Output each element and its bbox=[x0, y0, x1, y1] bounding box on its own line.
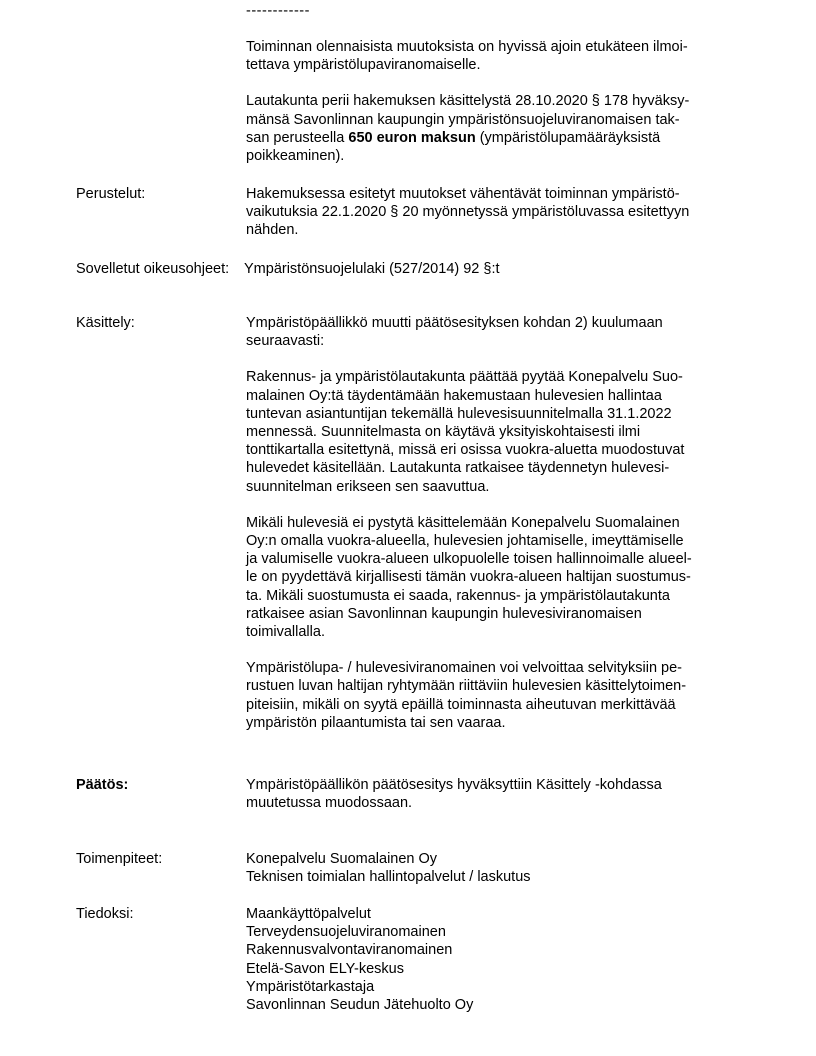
kasittely-paragraph-1: Ympäristöpäällikkö muutti päätösesityksen kohdan 2) kuulumaan seuraavasti: bbox=[246, 315, 663, 350]
list-item: Teknisen toimialan hallintopalvelut / laskutus bbox=[246, 869, 531, 886]
tiedoksi-list bbox=[246, 905, 746, 1014]
oikeusohjeet-label: Sovelletut oikeusohjeet: bbox=[76, 261, 230, 277]
list-item: Rakennusvalvontaviranomainen bbox=[246, 942, 453, 959]
tiedoksi-label: Tiedoksi: bbox=[76, 906, 134, 922]
list-item: Ympäristötarkastaja bbox=[246, 978, 375, 995]
kasittely-paragraph-2: Rakennus- ja ympäristölautakunta päättää pyytää Konepalvelu Suo- malainen Oy:tä täydentämään hakemustaan hulevesien hallintaa tuntevan asiantuntijan tekemällä hulevesisuunnitelmalla 31.1.2022 mennessä. Suunnitelmasta on käytävä yksityiskohtaisesti ilmi tonttikartalla esitettynä, missä eri osissa vuokra-aluetta muodostuvat hulevedet käsitellään. Lautakunta ratkaisee täydennetyn hulevesi- suunnitelman erikseen sen saavuttua. bbox=[246, 369, 685, 495]
toimenpiteet-label: Toimenpiteet: bbox=[76, 851, 163, 867]
paatos-body bbox=[246, 776, 746, 812]
list-item: Terveydensuojeluviranomainen bbox=[246, 924, 446, 941]
perustelut-text: Hakemuksessa esitetyt muutokset vähentävät toiminnan ympäristö- vaikutuksia 22.1.2020 § 20 myönnetyssä ympäristöluvassa esitettyyn nähden. bbox=[246, 186, 690, 239]
intro-body bbox=[246, 38, 746, 165]
perustelut-body bbox=[246, 185, 746, 240]
list-item: Etelä-Savon ELY-keskus bbox=[246, 960, 404, 977]
fee-text-after: (ympäristölupamääräyksistä poikkeaminen). bbox=[246, 129, 661, 165]
list-item: Maankäyttöpalvelut bbox=[246, 906, 371, 922]
separator-dashes: ------------ bbox=[246, 3, 310, 19]
list-item: Savonlinnan Seudun Jätehuolto Oy bbox=[246, 997, 474, 1014]
intro-paragraph-2 bbox=[246, 92, 746, 165]
kasittely-label: Käsittely: bbox=[76, 315, 135, 331]
oikeusohjeet-text: Ympäristönsuojelulaki (527/2014) 92 §:t bbox=[244, 261, 500, 277]
oikeusohjeet-body bbox=[244, 260, 744, 278]
kasittely-paragraph-4: Ympäristölupa- / hulevesiviranomainen voi velvoittaa selvityksiin pe- rustuen luvan haltijan ryhtymään riittäviin hulevesien käsittelytoimen- piteisiin, mikäli on syytä epäillä toiminnasta aiheutuvan merkittävää ympäristön pilaantumista tai sen vaaraa. bbox=[246, 660, 687, 731]
intro-paragraph-1: Toiminnan olennaisista muutoksista on hyvissä ajoin etukäteen ilmoi- tettava ympäristölupaviranomaiselle. bbox=[246, 39, 688, 74]
toimenpiteet-list bbox=[246, 850, 746, 886]
kasittely-paragraph-3: Mikäli hulevesiä ei pystytä käsittelemään Konepalvelu Suomalainen Oy:n omalla vuokra-alueella, hulevesien johtamiselle, imeyttämiselle ja valumiselle vuokra-alueen ulkopuolelle toisen hallinnoimalle alueel- le on pyydettävä kirjallisesti tämän vuokra-alueen haltijan suostumus- ta. Mikäli suostumusta ei saada, rakennus- ja ympäristölautakunta ratkaisee asian Savonlinnan kaupungin hulevesiviranomaisen toimivallalla. bbox=[246, 514, 692, 641]
kasittely-body bbox=[246, 314, 746, 732]
paatos-text: Ympäristöpäällikön päätösesitys hyväksyttiin Käsittely -kohdassa muutetussa muodossaan. bbox=[246, 777, 662, 812]
fee-text-before: Lautakunta perii hakemuksen käsittelystä 28.10.2020 § 178 hyväksy- mänsä Savonlinnan kaupungin ympäristönsuojeluviranomaisen tak- san perusteella bbox=[246, 93, 690, 146]
fee-amount: 650 euron maksun bbox=[348, 129, 476, 146]
list-item: Konepalvelu Suomalainen Oy bbox=[246, 851, 438, 867]
perustelut-label: Perustelut: bbox=[76, 186, 146, 202]
paatos-label: Päätös: bbox=[76, 777, 129, 793]
